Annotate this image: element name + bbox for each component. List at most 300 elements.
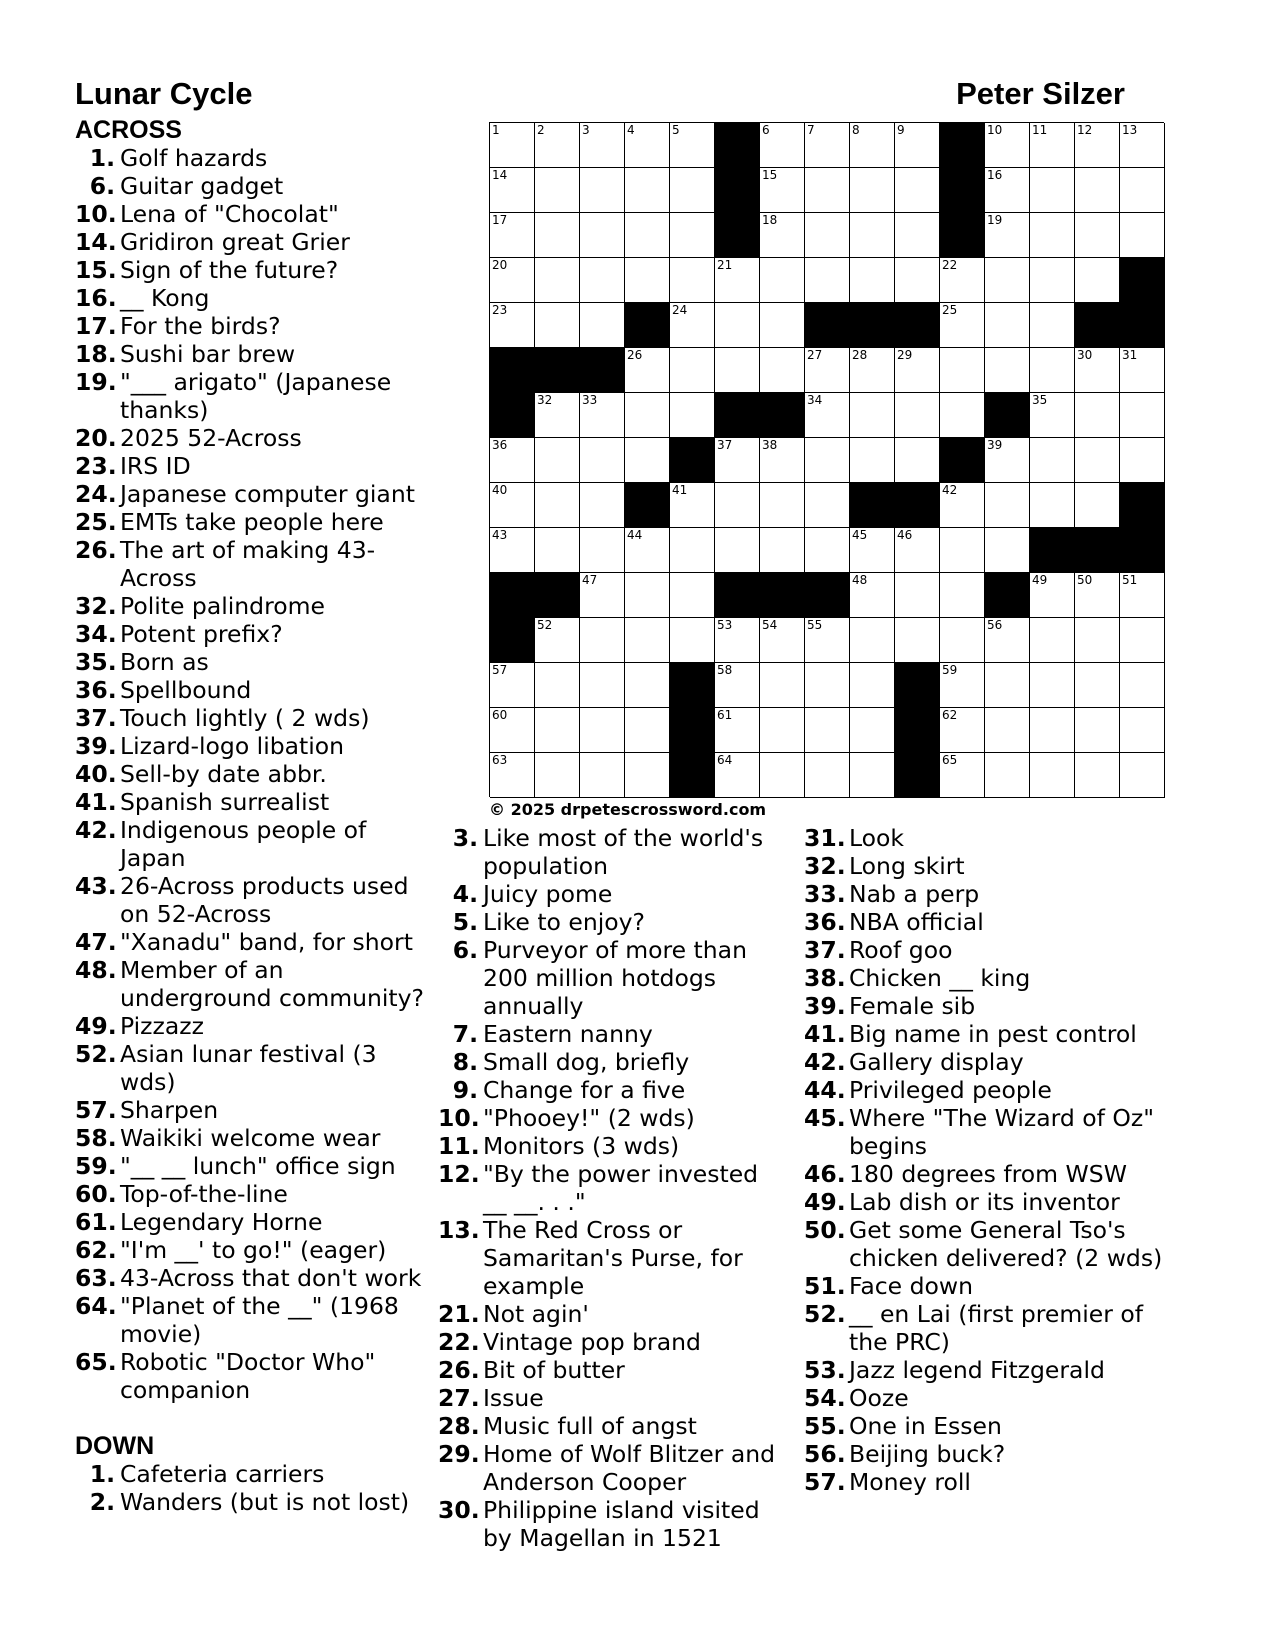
grid-cell[interactable] xyxy=(490,168,535,213)
grid-cell[interactable] xyxy=(985,483,1030,528)
grid-cell[interactable] xyxy=(625,753,670,798)
grid-cell[interactable] xyxy=(895,213,940,258)
black-square xyxy=(625,303,670,348)
cell-number: 53 xyxy=(717,618,733,632)
grid-cell[interactable] xyxy=(940,528,985,573)
puzzle-title: Lunar Cycle xyxy=(75,76,253,111)
grid-cell[interactable] xyxy=(1075,618,1120,663)
cell-number: 4 xyxy=(627,123,635,137)
grid-cell[interactable] xyxy=(1075,123,1120,168)
clue-number: 6. xyxy=(89,172,115,200)
grid-cell[interactable] xyxy=(985,258,1030,303)
cell-number: 64 xyxy=(717,753,733,767)
grid-cell[interactable] xyxy=(940,258,985,303)
grid-cell[interactable] xyxy=(715,753,760,798)
black-square xyxy=(805,303,850,348)
grid-cell[interactable] xyxy=(895,393,940,438)
grid-cell[interactable] xyxy=(760,123,805,168)
clue-text: 180 degrees from WSW xyxy=(849,1160,1127,1188)
grid-cell[interactable] xyxy=(1075,393,1120,438)
clue-text: Big name in pest control xyxy=(849,1020,1137,1048)
grid-cell[interactable] xyxy=(535,123,580,168)
grid-cell[interactable] xyxy=(850,753,895,798)
grid-cell[interactable] xyxy=(1075,348,1120,393)
grid-cell[interactable] xyxy=(580,438,625,483)
grid-cell[interactable] xyxy=(1120,123,1165,168)
grid-cell[interactable] xyxy=(850,663,895,708)
cell-number: 48 xyxy=(852,573,868,587)
clue-number: 39. xyxy=(804,992,846,1020)
grid-cell[interactable] xyxy=(535,663,580,708)
grid-cell[interactable] xyxy=(805,393,850,438)
grid-cell[interactable] xyxy=(580,528,625,573)
cell-number: 16 xyxy=(987,168,1003,182)
grid-cell[interactable] xyxy=(715,483,760,528)
grid-cell[interactable] xyxy=(580,753,625,798)
grid-cell[interactable] xyxy=(805,348,850,393)
grid-cell[interactable] xyxy=(760,663,805,708)
grid-cell[interactable] xyxy=(1030,168,1075,213)
grid-cell[interactable] xyxy=(715,528,760,573)
grid-cell[interactable] xyxy=(490,663,535,708)
grid-cell[interactable] xyxy=(895,573,940,618)
clue-number: 56. xyxy=(804,1440,846,1468)
clue-item xyxy=(804,1188,1164,1216)
grid-cell[interactable] xyxy=(760,213,805,258)
cell-number: 21 xyxy=(717,258,733,272)
grid-cell[interactable] xyxy=(760,303,805,348)
clue-item xyxy=(75,704,435,732)
grid-cell[interactable] xyxy=(535,483,580,528)
grid-cell[interactable] xyxy=(805,213,850,258)
grid-cell[interactable] xyxy=(580,483,625,528)
grid-cell[interactable] xyxy=(535,438,580,483)
cell-number: 17 xyxy=(492,213,508,227)
grid-cell[interactable] xyxy=(895,618,940,663)
grid-cell[interactable] xyxy=(490,213,535,258)
clue-text: Lab dish or its inventor xyxy=(849,1188,1120,1216)
grid-cell[interactable] xyxy=(940,663,985,708)
clue-item xyxy=(75,956,435,1012)
grid-cell[interactable] xyxy=(985,438,1030,483)
grid-cell[interactable] xyxy=(940,303,985,348)
clue-text: __ en Lai (first premier of the PRC) xyxy=(849,1300,1144,1356)
grid-cell[interactable] xyxy=(805,258,850,303)
down-clue-list-2 xyxy=(438,824,788,1552)
cell-number: 61 xyxy=(717,708,733,722)
cell-number: 19 xyxy=(987,213,1003,227)
clue-item xyxy=(75,928,435,956)
grid-cell[interactable] xyxy=(985,303,1030,348)
clue-text: Monitors (3 wds) xyxy=(483,1132,680,1160)
clue-number: 10. xyxy=(438,1104,480,1132)
clue-item xyxy=(804,824,1164,852)
grid-cell[interactable] xyxy=(1075,753,1120,798)
grid-cell[interactable] xyxy=(985,528,1030,573)
black-square xyxy=(760,573,805,618)
grid-cell[interactable] xyxy=(580,258,625,303)
grid-cell[interactable] xyxy=(535,168,580,213)
grid-cell[interactable] xyxy=(670,213,715,258)
across-heading: ACROSS xyxy=(75,116,182,144)
clue-number: 1. xyxy=(89,144,115,172)
grid-cell[interactable] xyxy=(490,753,535,798)
grid-cell[interactable] xyxy=(715,663,760,708)
grid-cell[interactable] xyxy=(1030,618,1075,663)
grid-cell[interactable] xyxy=(1075,663,1120,708)
cell-number: 38 xyxy=(762,438,778,452)
grid-cell[interactable] xyxy=(715,258,760,303)
grid-cell[interactable] xyxy=(535,618,580,663)
black-square xyxy=(670,663,715,708)
grid-cell[interactable] xyxy=(850,258,895,303)
grid-cell[interactable] xyxy=(670,123,715,168)
black-square xyxy=(670,753,715,798)
grid-cell[interactable] xyxy=(715,618,760,663)
grid-cell[interactable] xyxy=(1120,213,1165,258)
clue-item xyxy=(438,1440,788,1496)
clue-item xyxy=(438,1328,788,1356)
grid-cell[interactable] xyxy=(805,618,850,663)
grid-cell[interactable] xyxy=(1120,393,1165,438)
cell-number: 51 xyxy=(1122,573,1138,587)
grid-cell[interactable] xyxy=(805,123,850,168)
clue-number: 9. xyxy=(452,1076,478,1104)
cell-number: 5 xyxy=(672,123,680,137)
clue-number: 32. xyxy=(75,592,117,620)
grid-cell[interactable] xyxy=(625,213,670,258)
clue-text: Robotic "Doctor Who" companion xyxy=(120,1348,376,1404)
grid-cell[interactable] xyxy=(580,393,625,438)
clue-number: 3. xyxy=(452,824,478,852)
clue-number: 26. xyxy=(438,1356,480,1384)
clue-number: 6. xyxy=(452,936,478,964)
grid-cell[interactable] xyxy=(625,123,670,168)
clue-item xyxy=(438,880,788,908)
cell-number: 34 xyxy=(807,393,823,407)
clue-item xyxy=(75,312,435,340)
black-square xyxy=(940,213,985,258)
grid-cell[interactable] xyxy=(490,438,535,483)
grid-cell[interactable] xyxy=(1075,213,1120,258)
grid-cell[interactable] xyxy=(1030,303,1075,348)
grid-cell[interactable] xyxy=(490,258,535,303)
grid-cell[interactable] xyxy=(1075,438,1120,483)
grid-cell[interactable] xyxy=(535,528,580,573)
grid-cell[interactable] xyxy=(670,348,715,393)
clue-text: Gallery display xyxy=(849,1048,1024,1076)
clue-item xyxy=(804,1412,1164,1440)
cell-number: 41 xyxy=(672,483,688,497)
grid-cell[interactable] xyxy=(850,708,895,753)
grid-cell[interactable] xyxy=(715,708,760,753)
grid-cell[interactable] xyxy=(805,168,850,213)
grid-cell[interactable] xyxy=(895,168,940,213)
clue-number: 51. xyxy=(804,1272,846,1300)
clue-text: For the birds? xyxy=(120,312,281,340)
grid-cell[interactable] xyxy=(670,168,715,213)
clue-text: "__ __ lunch" office sign xyxy=(120,1152,396,1180)
across-clues-column xyxy=(75,116,435,1516)
grid-cell[interactable] xyxy=(940,753,985,798)
cell-number: 29 xyxy=(897,348,913,362)
clue-number: 27. xyxy=(438,1384,480,1412)
grid-cell[interactable] xyxy=(670,303,715,348)
clue-number: 59. xyxy=(75,1152,117,1180)
grid-cell[interactable] xyxy=(1030,258,1075,303)
grid-cell[interactable] xyxy=(715,438,760,483)
grid-cell[interactable] xyxy=(850,438,895,483)
clue-number: 45. xyxy=(804,1104,846,1132)
clue-text: Small dog, briefly xyxy=(483,1048,690,1076)
clue-item xyxy=(438,824,788,880)
grid-cell[interactable] xyxy=(535,213,580,258)
grid-cell[interactable] xyxy=(850,573,895,618)
grid-cell[interactable] xyxy=(625,168,670,213)
grid-cell[interactable] xyxy=(670,258,715,303)
cell-number: 12 xyxy=(1077,123,1093,137)
black-square xyxy=(895,753,940,798)
grid-cell[interactable] xyxy=(985,123,1030,168)
grid-cell[interactable] xyxy=(895,348,940,393)
grid-cell[interactable] xyxy=(895,438,940,483)
grid-cell[interactable] xyxy=(1075,708,1120,753)
cell-number: 32 xyxy=(537,393,553,407)
grid-cell[interactable] xyxy=(985,753,1030,798)
grid-cell[interactable] xyxy=(985,213,1030,258)
grid-cell[interactable] xyxy=(1120,573,1165,618)
grid-cell[interactable] xyxy=(625,618,670,663)
cell-number: 1 xyxy=(492,123,500,137)
clue-text: Bit of butter xyxy=(483,1356,625,1384)
cell-number: 50 xyxy=(1077,573,1093,587)
grid-cell[interactable] xyxy=(625,258,670,303)
grid-cell[interactable] xyxy=(760,528,805,573)
grid-cell[interactable] xyxy=(760,708,805,753)
cell-number: 49 xyxy=(1032,573,1048,587)
grid-cell[interactable] xyxy=(940,573,985,618)
clue-item xyxy=(804,1104,1164,1160)
grid-cell[interactable] xyxy=(670,618,715,663)
clue-number: 49. xyxy=(75,1012,117,1040)
grid-cell[interactable] xyxy=(760,168,805,213)
grid-cell[interactable] xyxy=(760,348,805,393)
grid-cell[interactable] xyxy=(940,348,985,393)
grid-cell[interactable] xyxy=(760,438,805,483)
grid-cell[interactable] xyxy=(625,348,670,393)
clue-text: Not agin' xyxy=(483,1300,589,1328)
grid-cell[interactable] xyxy=(940,708,985,753)
grid-cell[interactable] xyxy=(625,438,670,483)
grid-cell[interactable] xyxy=(940,393,985,438)
cell-number: 37 xyxy=(717,438,733,452)
grid-cell[interactable] xyxy=(850,123,895,168)
grid-cell[interactable] xyxy=(985,663,1030,708)
grid-cell[interactable] xyxy=(670,393,715,438)
grid-cell[interactable] xyxy=(490,708,535,753)
grid-cell[interactable] xyxy=(940,618,985,663)
grid-cell[interactable] xyxy=(805,438,850,483)
clue-item xyxy=(75,1096,435,1124)
grid-cell[interactable] xyxy=(850,393,895,438)
grid-cell[interactable] xyxy=(850,213,895,258)
grid-cell[interactable] xyxy=(1120,168,1165,213)
grid-cell[interactable] xyxy=(985,618,1030,663)
grid-cell[interactable] xyxy=(535,303,580,348)
grid-cell[interactable] xyxy=(535,753,580,798)
grid-cell[interactable] xyxy=(1030,213,1075,258)
grid-cell[interactable] xyxy=(1075,258,1120,303)
clue-text: Money roll xyxy=(849,1468,971,1496)
grid-cell[interactable] xyxy=(490,123,535,168)
grid-cell[interactable] xyxy=(1120,753,1165,798)
clue-text: Born as xyxy=(120,648,209,676)
cell-number: 6 xyxy=(762,123,770,137)
grid-cell[interactable] xyxy=(1030,348,1075,393)
grid-cell[interactable] xyxy=(580,573,625,618)
grid-cell[interactable] xyxy=(895,258,940,303)
grid-cell[interactable] xyxy=(805,483,850,528)
clue-item xyxy=(438,1216,788,1300)
grid-cell[interactable] xyxy=(490,303,535,348)
grid-cell[interactable] xyxy=(805,708,850,753)
grid-cell[interactable] xyxy=(1075,483,1120,528)
cell-number: 57 xyxy=(492,663,508,677)
clue-item xyxy=(75,256,435,284)
grid-cell[interactable] xyxy=(985,708,1030,753)
clue-item xyxy=(75,228,435,256)
clue-text: Get some General Tso's chicken delivered? (2 wds) xyxy=(849,1216,1163,1272)
grid-cell[interactable] xyxy=(1030,663,1075,708)
clue-item xyxy=(75,676,435,704)
grid-cell[interactable] xyxy=(985,348,1030,393)
clue-item xyxy=(804,1356,1164,1384)
grid-cell[interactable] xyxy=(850,348,895,393)
cell-number: 8 xyxy=(852,123,860,137)
cell-number: 63 xyxy=(492,753,508,767)
clue-text: "Xanadu" band, for short xyxy=(120,928,413,956)
grid-cell[interactable] xyxy=(850,528,895,573)
grid-cell[interactable] xyxy=(805,753,850,798)
grid-cell[interactable] xyxy=(670,573,715,618)
grid-cell[interactable] xyxy=(535,393,580,438)
clue-number: 40. xyxy=(75,760,117,788)
grid-cell[interactable] xyxy=(1075,573,1120,618)
black-square xyxy=(1120,303,1165,348)
grid-cell[interactable] xyxy=(580,303,625,348)
grid-cell[interactable] xyxy=(1030,708,1075,753)
clue-text: "___ arigato" (Japanese thanks) xyxy=(120,368,392,424)
clue-item xyxy=(804,852,1164,880)
clue-text: Sell-by date abbr. xyxy=(120,760,327,788)
clue-number: 57. xyxy=(804,1468,846,1496)
black-square xyxy=(535,348,580,393)
grid-cell[interactable] xyxy=(580,618,625,663)
grid-cell[interactable] xyxy=(580,663,625,708)
black-square xyxy=(1030,528,1075,573)
grid-cell[interactable] xyxy=(580,213,625,258)
cell-number: 3 xyxy=(582,123,590,137)
grid-cell[interactable] xyxy=(850,618,895,663)
grid-cell[interactable] xyxy=(715,303,760,348)
clue-number: 63. xyxy=(75,1264,117,1292)
grid-cell[interactable] xyxy=(1120,663,1165,708)
clue-item xyxy=(75,1264,435,1292)
cell-number: 42 xyxy=(942,483,958,497)
grid-cell[interactable] xyxy=(1030,483,1075,528)
grid-cell[interactable] xyxy=(760,483,805,528)
clue-text: Music full of angst xyxy=(483,1412,697,1440)
grid-cell[interactable] xyxy=(535,258,580,303)
clue-text: Like most of the world's population xyxy=(483,824,764,880)
grid-cell[interactable] xyxy=(1120,618,1165,663)
grid-cell[interactable] xyxy=(490,483,535,528)
clue-item xyxy=(804,1468,1164,1496)
grid-cell[interactable] xyxy=(1030,438,1075,483)
grid-cell[interactable] xyxy=(760,258,805,303)
clue-text: Home of Wolf Blitzer and Anderson Cooper xyxy=(483,1440,776,1496)
grid-cell[interactable] xyxy=(760,618,805,663)
grid-cell[interactable] xyxy=(850,168,895,213)
grid-cell[interactable] xyxy=(1075,168,1120,213)
grid-cell[interactable] xyxy=(580,123,625,168)
black-square xyxy=(895,303,940,348)
grid-cell[interactable] xyxy=(625,663,670,708)
grid-cell[interactable] xyxy=(895,123,940,168)
grid-cell[interactable] xyxy=(625,573,670,618)
grid-cell[interactable] xyxy=(670,483,715,528)
grid-cell[interactable] xyxy=(625,708,670,753)
clue-item xyxy=(804,1160,1164,1188)
clue-item xyxy=(75,1040,435,1096)
clue-item xyxy=(75,1488,435,1516)
grid-cell[interactable] xyxy=(1030,123,1075,168)
clue-text: Ooze xyxy=(849,1384,909,1412)
grid-cell[interactable] xyxy=(670,528,715,573)
grid-cell[interactable] xyxy=(805,528,850,573)
clue-text: IRS ID xyxy=(120,452,191,480)
grid-cell[interactable] xyxy=(625,528,670,573)
clue-number: 11. xyxy=(438,1132,480,1160)
grid-cell[interactable] xyxy=(1120,708,1165,753)
clue-item xyxy=(438,908,788,936)
cell-number: 35 xyxy=(1032,393,1048,407)
grid-cell[interactable] xyxy=(940,483,985,528)
grid-cell[interactable] xyxy=(805,663,850,708)
grid-cell[interactable] xyxy=(1030,753,1075,798)
grid-cell[interactable] xyxy=(535,708,580,753)
clue-number: 42. xyxy=(75,816,117,844)
grid-cell[interactable] xyxy=(490,528,535,573)
cell-number: 59 xyxy=(942,663,958,677)
grid-cell[interactable] xyxy=(625,393,670,438)
grid-cell[interactable] xyxy=(895,528,940,573)
grid-cell[interactable] xyxy=(760,753,805,798)
grid-cell[interactable] xyxy=(580,708,625,753)
clue-text: Where "The Wizard of Oz" begins xyxy=(849,1104,1155,1160)
grid-cell[interactable] xyxy=(1120,438,1165,483)
grid-cell[interactable] xyxy=(985,168,1030,213)
black-square xyxy=(985,393,1030,438)
clue-item xyxy=(75,284,435,312)
grid-cell[interactable] xyxy=(715,348,760,393)
clue-item xyxy=(804,1216,1164,1272)
grid-cell[interactable] xyxy=(1030,393,1075,438)
grid-cell[interactable] xyxy=(580,168,625,213)
grid-cell[interactable] xyxy=(1030,573,1075,618)
clue-text: One in Essen xyxy=(849,1412,1002,1440)
grid-cell[interactable] xyxy=(1120,348,1165,393)
